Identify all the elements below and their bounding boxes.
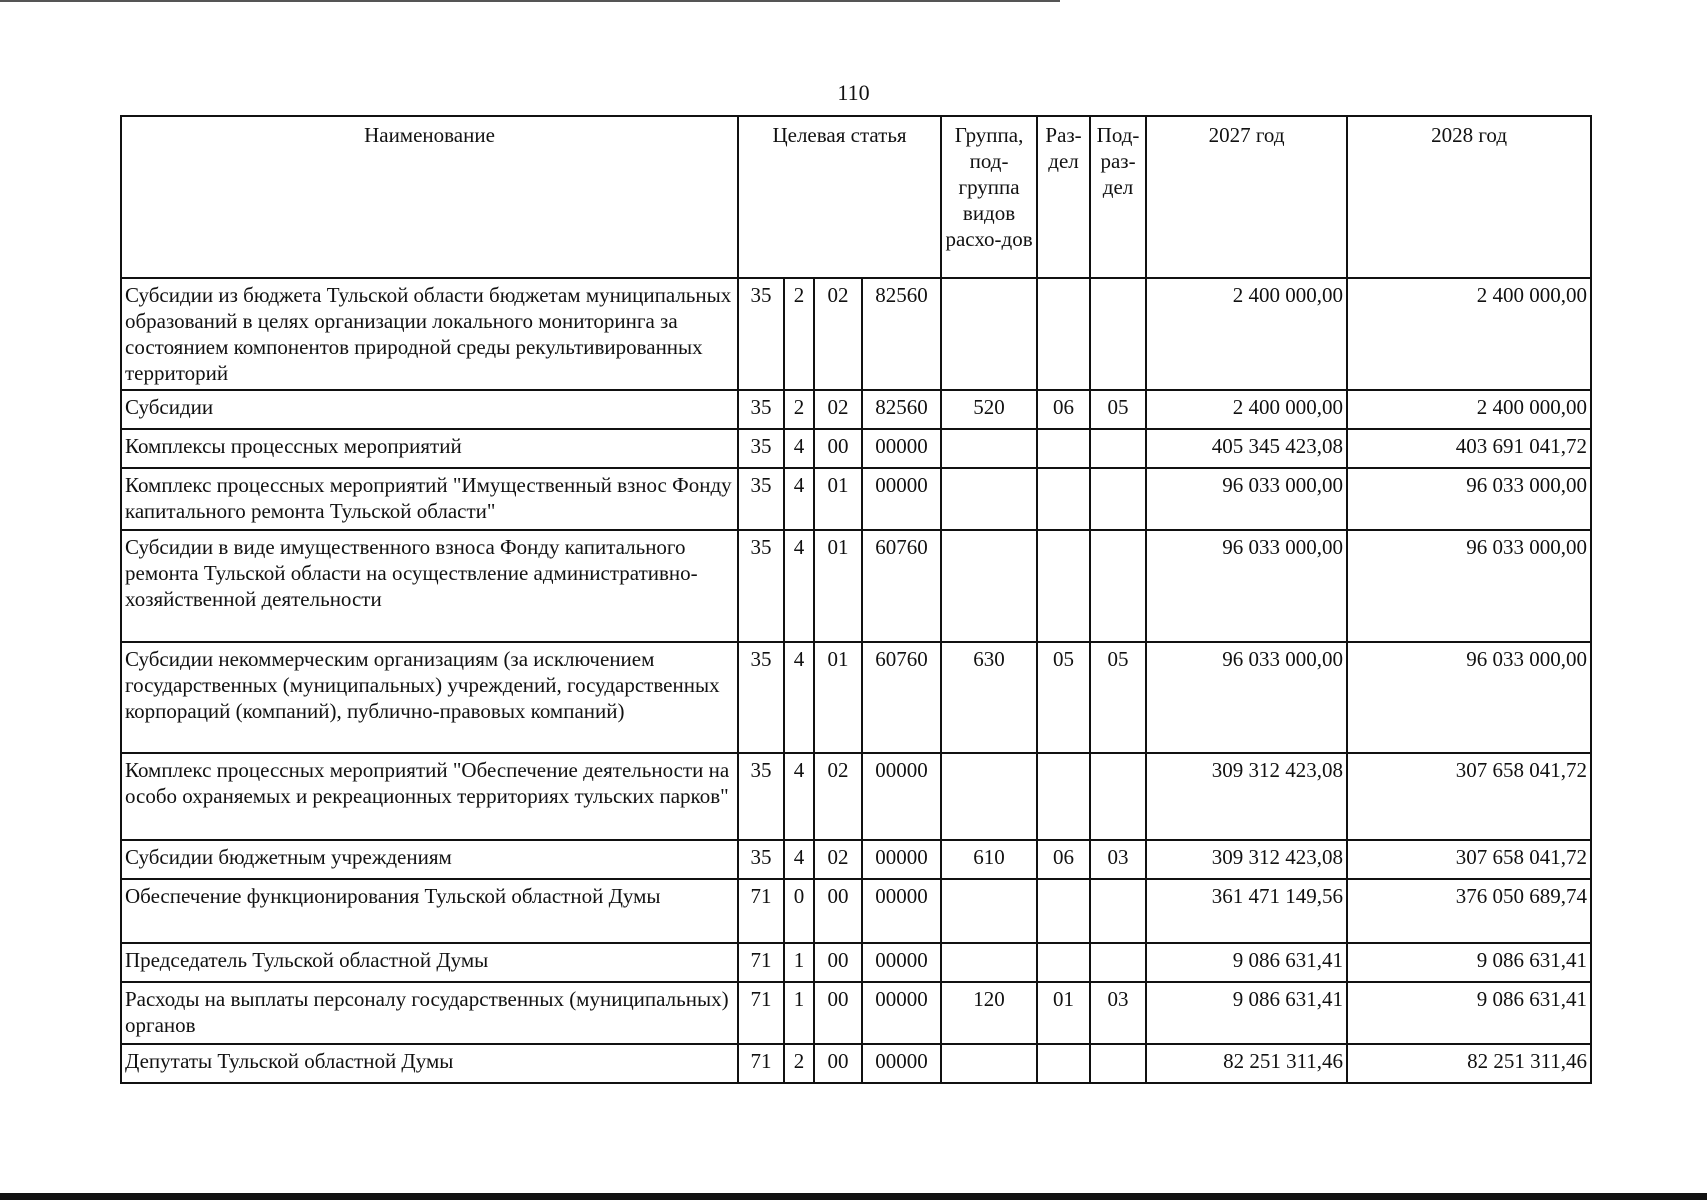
row-name: Обеспечение функционирования Тульской областной Думы — [121, 879, 738, 943]
row-amount-2027: 309 312 423,08 — [1146, 753, 1347, 840]
header-subsection: Под-раз-дел — [1090, 116, 1146, 278]
row-amount-2028: 376 050 689,74 — [1347, 879, 1591, 943]
header-year-2027: 2027 год — [1146, 116, 1347, 278]
row-code-direction: 00000 — [862, 429, 941, 468]
row-subsection — [1090, 879, 1146, 943]
row-code-element: 00 — [814, 879, 862, 943]
row-name: Субсидии — [121, 390, 738, 429]
row-code-element: 00 — [814, 429, 862, 468]
row-name: Субсидии в виде имущественного взноса Фонду капитального ремонта Тульской области на осуществление административно-хозяйственной деятельности — [121, 530, 738, 642]
row-name: Субсидии некоммерческим организациям (за исключением государственных (муниципальных) учреждений, государственных корпораций (компаний), публично-правовых компаний) — [121, 642, 738, 753]
row-code-program: 71 — [738, 1044, 784, 1083]
row-code-element: 00 — [814, 943, 862, 982]
row-subsection — [1090, 943, 1146, 982]
row-section — [1037, 429, 1090, 468]
row-section: 05 — [1037, 642, 1090, 753]
row-amount-2028: 96 033 000,00 — [1347, 468, 1591, 530]
row-group — [941, 429, 1037, 468]
row-code-element: 01 — [814, 642, 862, 753]
row-code-program: 35 — [738, 753, 784, 840]
row-group: 120 — [941, 982, 1037, 1044]
table-row — [121, 982, 1591, 1044]
scan-edge-top — [0, 0, 1060, 2]
row-amount-2027: 2 400 000,00 — [1146, 390, 1347, 429]
row-code-element: 02 — [814, 278, 862, 390]
row-code-direction: 00000 — [862, 753, 941, 840]
row-amount-2028: 2 400 000,00 — [1347, 278, 1591, 390]
row-subsection — [1090, 530, 1146, 642]
table-row — [121, 278, 1591, 390]
row-group — [941, 278, 1037, 390]
row-section: 01 — [1037, 982, 1090, 1044]
row-amount-2028: 307 658 041,72 — [1347, 753, 1591, 840]
row-subsection — [1090, 468, 1146, 530]
table-row — [121, 753, 1591, 840]
row-amount-2028: 9 086 631,41 — [1347, 982, 1591, 1044]
table-row — [121, 642, 1591, 753]
row-code-direction: 00000 — [862, 1044, 941, 1083]
row-code-type: 2 — [784, 278, 814, 390]
row-group — [941, 943, 1037, 982]
row-code-type: 4 — [784, 642, 814, 753]
row-amount-2027: 2 400 000,00 — [1146, 278, 1347, 390]
header-section: Раз-дел — [1037, 116, 1090, 278]
table-row — [121, 429, 1591, 468]
row-subsection — [1090, 753, 1146, 840]
header-expense-group: Группа, под-группа видов расхо-дов — [941, 116, 1037, 278]
header-name: Наименование — [121, 116, 738, 278]
table-row — [121, 840, 1591, 879]
row-section — [1037, 879, 1090, 943]
row-code-program: 35 — [738, 429, 784, 468]
table-row — [121, 530, 1591, 642]
row-amount-2028: 307 658 041,72 — [1347, 840, 1591, 879]
row-code-element: 01 — [814, 468, 862, 530]
table-row — [121, 1044, 1591, 1083]
row-amount-2027: 309 312 423,08 — [1146, 840, 1347, 879]
row-code-direction: 00000 — [862, 982, 941, 1044]
row-amount-2028: 96 033 000,00 — [1347, 530, 1591, 642]
row-code-type: 4 — [784, 530, 814, 642]
row-section: 06 — [1037, 840, 1090, 879]
row-subsection: 03 — [1090, 840, 1146, 879]
row-code-program: 35 — [738, 390, 784, 429]
table-row — [121, 879, 1591, 943]
row-code-element: 02 — [814, 390, 862, 429]
row-amount-2028: 2 400 000,00 — [1347, 390, 1591, 429]
row-group: 520 — [941, 390, 1037, 429]
row-name: Субсидии из бюджета Тульской области бюджетам муниципальных образований в целях организации локального мониторинга за состоянием компонентов природной среды рекультивированных территорий — [121, 278, 738, 390]
row-amount-2027: 361 471 149,56 — [1146, 879, 1347, 943]
row-group: 610 — [941, 840, 1037, 879]
row-code-direction: 00000 — [862, 840, 941, 879]
table-row — [121, 390, 1591, 429]
row-name: Председатель Тульской областной Думы — [121, 943, 738, 982]
row-name: Комплекс процессных мероприятий "Имущественный взнос Фонду капитального ремонта Тульской области" — [121, 468, 738, 530]
row-code-type: 4 — [784, 468, 814, 530]
row-code-type: 2 — [784, 1044, 814, 1083]
row-code-type: 4 — [784, 753, 814, 840]
row-amount-2027: 9 086 631,41 — [1146, 943, 1347, 982]
row-subsection — [1090, 278, 1146, 390]
row-group — [941, 530, 1037, 642]
header-year-2028: 2028 год — [1347, 116, 1591, 278]
row-code-type: 4 — [784, 429, 814, 468]
row-code-element: 02 — [814, 840, 862, 879]
row-code-element: 01 — [814, 530, 862, 642]
row-code-type: 4 — [784, 840, 814, 879]
row-group — [941, 1044, 1037, 1083]
row-code-program: 71 — [738, 943, 784, 982]
row-code-direction: 00000 — [862, 943, 941, 982]
row-section: 06 — [1037, 390, 1090, 429]
table-row — [121, 468, 1591, 530]
row-code-type: 0 — [784, 879, 814, 943]
page-number: 110 — [837, 80, 870, 105]
row-amount-2027: 96 033 000,00 — [1146, 642, 1347, 753]
row-code-type: 1 — [784, 982, 814, 1044]
row-code-program: 35 — [738, 530, 784, 642]
row-group — [941, 468, 1037, 530]
row-name: Комплекс процессных мероприятий "Обеспечение деятельности на особо охраняемых и рекреационных территориях тульских парков" — [121, 753, 738, 840]
row-subsection — [1090, 429, 1146, 468]
row-code-program: 35 — [738, 840, 784, 879]
row-group: 630 — [941, 642, 1037, 753]
row-name: Расходы на выплаты персоналу государственных (муниципальных) органов — [121, 982, 738, 1044]
row-amount-2027: 82 251 311,46 — [1146, 1044, 1347, 1083]
row-code-program: 35 — [738, 278, 784, 390]
table-header-row — [121, 116, 1591, 278]
row-name: Комплексы процессных мероприятий — [121, 429, 738, 468]
budget-table — [120, 115, 1592, 1084]
row-section — [1037, 530, 1090, 642]
table-row — [121, 943, 1591, 982]
row-code-program: 71 — [738, 982, 784, 1044]
row-group — [941, 753, 1037, 840]
row-code-type: 1 — [784, 943, 814, 982]
row-subsection — [1090, 1044, 1146, 1083]
row-amount-2028: 9 086 631,41 — [1347, 943, 1591, 982]
row-code-program: 35 — [738, 642, 784, 753]
row-code-direction: 82560 — [862, 390, 941, 429]
row-code-element: 00 — [814, 1044, 862, 1083]
row-code-program: 35 — [738, 468, 784, 530]
row-amount-2028: 82 251 311,46 — [1347, 1044, 1591, 1083]
row-subsection: 03 — [1090, 982, 1146, 1044]
row-section — [1037, 943, 1090, 982]
row-code-element: 02 — [814, 753, 862, 840]
row-section — [1037, 278, 1090, 390]
row-section — [1037, 468, 1090, 530]
row-name: Депутаты Тульской областной Думы — [121, 1044, 738, 1083]
row-code-element: 00 — [814, 982, 862, 1044]
header-target-article: Целевая статья — [738, 116, 941, 278]
row-section — [1037, 1044, 1090, 1083]
row-code-direction: 00000 — [862, 468, 941, 530]
row-amount-2027: 9 086 631,41 — [1146, 982, 1347, 1044]
row-subsection: 05 — [1090, 642, 1146, 753]
row-amount-2027: 96 033 000,00 — [1146, 468, 1347, 530]
row-code-program: 71 — [738, 879, 784, 943]
row-name: Субсидии бюджетным учреждениям — [121, 840, 738, 879]
row-code-type: 2 — [784, 390, 814, 429]
row-section — [1037, 753, 1090, 840]
row-group — [941, 879, 1037, 943]
row-code-direction: 00000 — [862, 879, 941, 943]
row-code-direction: 82560 — [862, 278, 941, 390]
row-code-direction: 60760 — [862, 530, 941, 642]
row-amount-2027: 96 033 000,00 — [1146, 530, 1347, 642]
row-amount-2028: 403 691 041,72 — [1347, 429, 1591, 468]
scan-edge-bottom — [0, 1193, 1707, 1200]
row-subsection: 05 — [1090, 390, 1146, 429]
row-amount-2028: 96 033 000,00 — [1347, 642, 1591, 753]
row-code-direction: 60760 — [862, 642, 941, 753]
row-amount-2027: 405 345 423,08 — [1146, 429, 1347, 468]
